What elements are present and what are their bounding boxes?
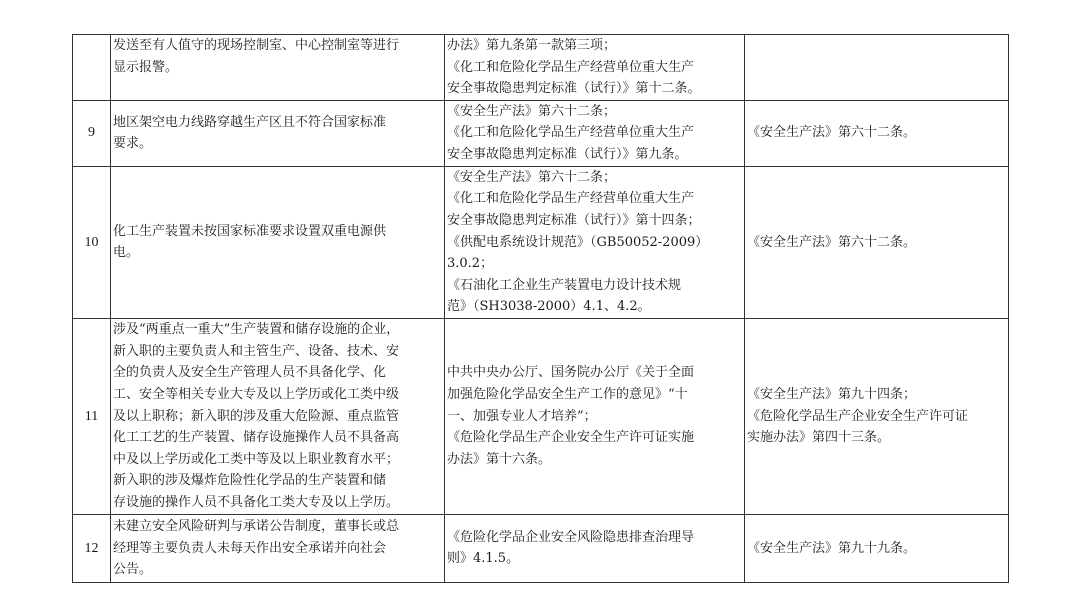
- basis-line: 一、加强专业人才培养”；: [447, 408, 597, 424]
- issue-line: 全的负责人及安全生产管理人员不具备化学、化: [113, 365, 387, 381]
- law-cell: [745, 35, 1009, 101]
- table-row: [73, 166, 1009, 318]
- law-line: 《安全生产法》第六十二条。: [747, 234, 917, 250]
- law-line: 《危险化学品生产企业安全生产许可证: [747, 408, 969, 424]
- issue-line: 新入职的主要负责人和主管生产、设备、技术、安: [113, 343, 400, 359]
- row-number: [73, 35, 111, 101]
- issue-line: 存设施的操作人员不具备化工类大专及以上学历。: [113, 495, 400, 511]
- basis-line: 则》4.1.5。: [447, 551, 520, 567]
- issue-line: 涉及“两重点一重大”生产装置和储存设施的企业，: [113, 322, 400, 338]
- basis-line: 办法》第十六条。: [447, 451, 552, 467]
- basis-line: 《化工和危险化学品生产经营单位重大生产: [447, 191, 695, 207]
- basis-line: 中共中央办公厅、国务院办公厅《关于全面: [447, 365, 695, 381]
- basis-cell: [445, 166, 745, 318]
- basis-line: 《危险化学品企业安全风险隐患排查治理导: [447, 529, 695, 545]
- table-row: [73, 514, 1009, 582]
- law-line: 《安全生产法》第六十二条。: [747, 125, 917, 141]
- basis-cell: [445, 318, 745, 514]
- basis-line: 《安全生产法》第六十二条；: [447, 169, 617, 185]
- basis-line: 安全事故隐患判定标准（试行）》第九条。: [447, 147, 688, 163]
- basis-line: 办法》第九条第一款第三项；: [447, 38, 617, 53]
- issue-line: 新入职的涉及爆炸危险性化学品的生产装置和储: [113, 473, 387, 489]
- law-line: 实施办法》第四十三条。: [747, 430, 891, 446]
- basis-line: 3.0.2；: [447, 256, 494, 272]
- row-number: 10: [73, 166, 111, 318]
- issue-line: 发送至有人值守的现场控制室、中心控制室等进行: [113, 38, 400, 53]
- basis-line: 范》（SH3038-2000）4.1、4.2。: [447, 299, 651, 315]
- table-row: [73, 318, 1009, 514]
- basis-line: 《安全生产法》第六十二条；: [447, 103, 617, 119]
- issue-line: 显示报警。: [113, 59, 179, 75]
- law-cell: [745, 514, 1009, 582]
- row-number: 11: [73, 318, 111, 514]
- issue-line: 未建立安全风险研判与承诺公告制度，董事长或总: [113, 519, 400, 535]
- issue-cell: [111, 166, 445, 318]
- issue-line: 地区架空电力线路穿越生产区且不符合国家标准: [113, 114, 387, 130]
- basis-line: 安全事故隐患判定标准（试行）》第十二条。: [447, 81, 701, 97]
- issue-line: 化工生产装置未按国家标准要求设置双重电源供: [113, 223, 387, 239]
- issue-cell: [111, 318, 445, 514]
- law-cell: [745, 318, 1009, 514]
- issue-line: 经理等主要负责人未每天作出安全承诺并向社会: [113, 540, 387, 556]
- issue-line: 要求。: [113, 136, 153, 152]
- law-line: 《安全生产法》第九十九条。: [747, 540, 917, 556]
- basis-line: 《化工和危险化学品生产经营单位重大生产: [447, 125, 695, 141]
- basis-line: 《化工和危险化学品生产经营单位重大生产: [447, 59, 695, 75]
- hazard-standards-table: [72, 34, 1009, 583]
- issue-cell: [111, 514, 445, 582]
- table-row: [73, 35, 1009, 101]
- law-line: 《安全生产法》第九十四条；: [747, 387, 917, 403]
- row-number: 9: [73, 100, 111, 166]
- table-row: [73, 100, 1009, 166]
- issue-line: 公告。: [113, 562, 153, 578]
- law-cell: [745, 100, 1009, 166]
- basis-cell: [445, 35, 745, 101]
- issue-line: 化工工艺的生产装置、储存设施操作人员不具备高: [113, 430, 400, 446]
- issue-cell: [111, 100, 445, 166]
- basis-line: 《供配电系统设计规范》（GB50052-2009）: [447, 234, 709, 250]
- issue-line: 中及以上学历或化工类中等及以上职业教育水平；: [113, 451, 400, 467]
- basis-cell: [445, 514, 745, 582]
- issue-line: 电。: [113, 245, 140, 261]
- basis-line: 《危险化学品生产企业安全生产许可证实施: [447, 430, 695, 446]
- row-number: 12: [73, 514, 111, 582]
- basis-line: 《石油化工企业生产装置电力设计技术规: [447, 277, 682, 293]
- law-cell: [745, 166, 1009, 318]
- issue-line: 及以上职称；新入职的涉及重大危险源、重点监管: [113, 408, 400, 424]
- issue-cell: [111, 35, 445, 101]
- basis-cell: [445, 100, 745, 166]
- basis-line: 安全事故隐患判定标准（试行）》第十四条；: [447, 212, 701, 228]
- basis-line: 加强危险化学品安全生产工作的意见》“十: [447, 387, 688, 403]
- issue-line: 工、安全等相关专业大专及以上学历或化工类中级: [113, 387, 400, 403]
